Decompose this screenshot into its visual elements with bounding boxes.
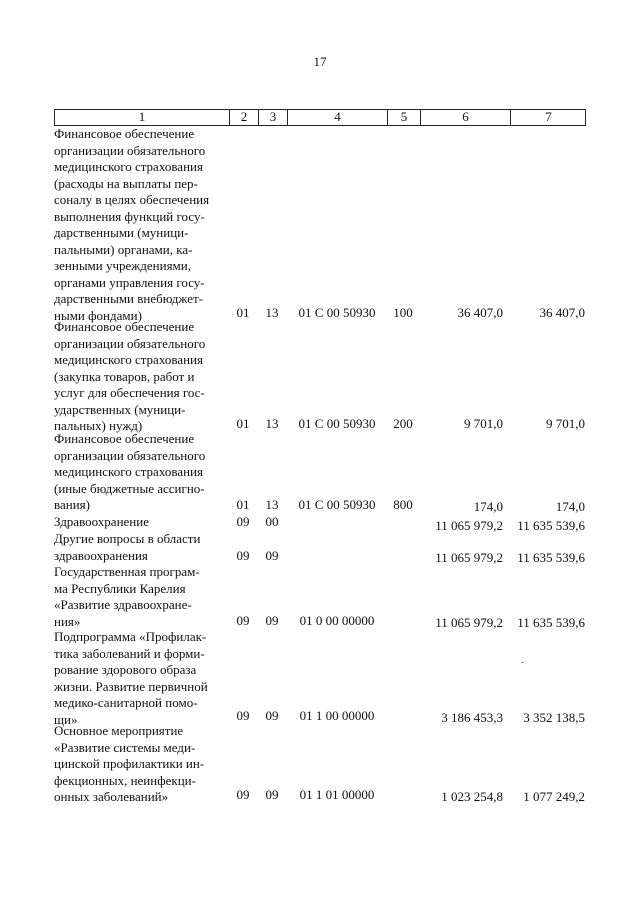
row-description: Финансовое обеспечение организации обязательного медицинского страхования (закупка товаров, работ и услуг для обеспечения гос- ударственных (муници- пальных) нужд)	[54, 319, 206, 433]
header-col-2: 2	[240, 109, 248, 124]
row-subsection: 13	[265, 305, 279, 320]
row-amount-year1: 11 065 979,2	[435, 550, 503, 565]
row-section: 01	[236, 305, 250, 320]
row-target-article: 01 С 00 50930	[298, 497, 376, 512]
row-amount-year1: 11 065 979,2	[435, 615, 503, 630]
row-target-article: 01 1 01 00000	[299, 787, 375, 802]
row-amount-year2: 3 352 138,5	[523, 710, 585, 725]
row-section: 09	[236, 514, 250, 529]
row-subsection: 09	[265, 613, 279, 628]
row-description: Здравоохранение	[54, 514, 149, 529]
row-expense-type: 800	[393, 497, 413, 512]
header-col-4: 4	[334, 109, 341, 124]
row-section: 01	[236, 497, 250, 512]
header-col-7: 7	[545, 109, 552, 124]
row-description: Финансовое обеспечение организации обязательного медицинского страхования (расходы на выплаты пер- соналу в целях обеспечения выполнения функций госу- дарственными (муници- пальными) органами, ка- зенными учреждениями, органами управления госу- дарственными внебюджет- ными фондами)	[54, 126, 210, 323]
row-expense-type: 200	[393, 416, 413, 431]
row-target-article: 01 С 00 50930	[298, 416, 376, 431]
row-section: 01	[236, 416, 250, 431]
scan-speck	[521, 662, 524, 663]
row-section: 09	[236, 548, 250, 563]
row-amount-year2: 9 701,0	[546, 416, 585, 431]
row-amount-year1: 9 701,0	[464, 416, 503, 431]
header-col-1: 1	[138, 109, 146, 124]
row-amount-year2: 1 077 249,2	[523, 789, 585, 804]
row-subsection: 13	[265, 416, 279, 431]
row-amount-year2: 174,0	[555, 499, 585, 514]
row-subsection: 09	[265, 548, 279, 563]
row-expense-type: 100	[393, 305, 413, 320]
row-target-article: 01 С 00 50930	[298, 305, 376, 320]
header-col-5: 5	[400, 109, 408, 124]
row-subsection: 09	[265, 787, 279, 802]
row-subsection: 09	[265, 708, 279, 723]
row-amount-year1: 11 065 979,2	[435, 518, 503, 533]
row-section: 09	[236, 708, 250, 723]
page-number: 17	[313, 54, 327, 69]
row-amount-year2: 11 635 539,6	[517, 550, 585, 565]
row-target-article: 01 0 00 00000	[299, 613, 375, 628]
row-section: 09	[236, 613, 250, 628]
row-description: Финансовое обеспечение организации обязательного медицинского страхования (иные бюджетные ассигно- вания)	[54, 431, 206, 512]
header-col-3: 3	[269, 109, 277, 124]
row-amount-year1: 36 407,0	[457, 305, 503, 320]
row-target-article: 01 1 00 00000	[299, 708, 375, 723]
row-section: 09	[236, 787, 250, 802]
row-amount-year1: 174,0	[473, 499, 503, 514]
row-amount-year1: 1 023 254,8	[441, 789, 503, 804]
row-description: Другие вопросы в области здравоохранения	[54, 531, 201, 563]
row-amount-year2: 11 635 539,6	[517, 615, 585, 630]
row-description: Государственная програм- ма Республики Карелия «Развитие здравоохране- ния»	[54, 564, 200, 629]
row-amount-year2: 11 635 539,6	[517, 518, 585, 533]
row-description: Основное мероприятие «Развитие системы меди- цинской профилактики ин- фекционных, неинфекци- онных заболеваний»	[54, 723, 205, 804]
row-subsection: 13	[265, 497, 279, 512]
row-description: Подпрограмма «Профилак- тика заболеваний и форми- рование здорового образа жизни. Развитие первичной медико-санитарной помо- щи»	[54, 629, 208, 727]
header-col-6: 6	[462, 109, 469, 124]
row-amount-year2: 36 407,0	[539, 305, 585, 320]
row-subsection: 00	[265, 514, 279, 529]
row-amount-year1: 3 186 453,3	[441, 710, 503, 725]
